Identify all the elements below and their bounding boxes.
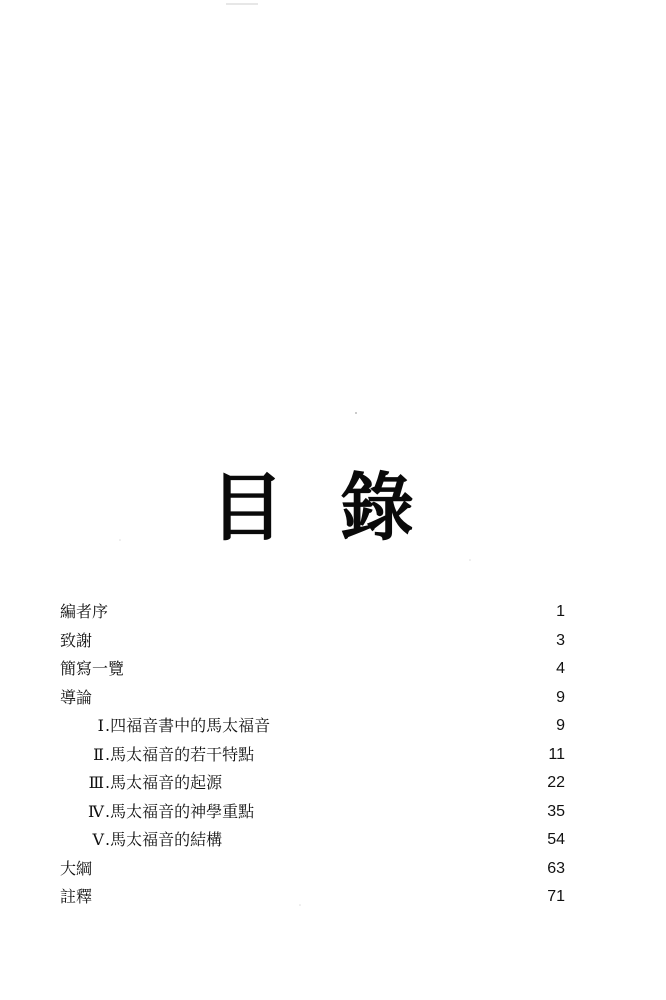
toc-subentry-label	[82, 741, 254, 770]
roman-numeral: Ⅰ	[97, 716, 104, 735]
separator: .	[105, 830, 111, 849]
toc-entry-page: 4	[556, 660, 565, 677]
toc-subentry-4[interactable]	[60, 798, 570, 827]
toc-entry-page: 9	[556, 717, 565, 734]
toc-entry-page: 54	[547, 831, 565, 848]
toc-entry-page: 3	[556, 631, 565, 649]
toc-subentry-text: 馬太福音的起源	[110, 773, 223, 792]
separator: .	[105, 801, 111, 821]
toc-subentry-label	[82, 826, 222, 855]
toc-entry-label: 大綱	[60, 858, 93, 878]
toc-entry-page: 71	[547, 888, 565, 905]
toc-subentry-text: 四福音書中的馬太福音	[110, 716, 271, 735]
separator: .	[105, 744, 111, 764]
page-title	[0, 458, 666, 558]
toc-entry-page: 63	[547, 859, 565, 877]
toc-entry-commentary[interactable]	[60, 883, 570, 912]
toc-entry-abbreviations[interactable]	[60, 655, 570, 684]
separator: .	[105, 773, 111, 792]
toc-entry-page: 1	[556, 603, 565, 620]
toc-entry-editor-preface[interactable]	[60, 598, 570, 627]
separator: .	[105, 716, 111, 735]
toc-entry-acknowledgements[interactable]	[60, 627, 570, 656]
toc-subentry-3[interactable]	[60, 769, 570, 798]
roman-numeral: Ⅴ	[92, 830, 104, 849]
toc-subentry-text: 馬太福音的神學重點	[110, 801, 255, 821]
toc-entry-page: 11	[548, 745, 565, 763]
toc-subentry-label	[82, 712, 270, 741]
toc-entry-label: 導論	[60, 687, 93, 707]
title-char-1: 目	[210, 465, 284, 551]
toc-subentry-text: 馬太福音的若干特點	[110, 744, 255, 764]
toc-entry-label: 致謝	[60, 630, 93, 650]
toc-subentry-2[interactable]	[60, 741, 570, 770]
table-of-contents	[60, 598, 570, 912]
toc-entry-label: 簡寫一覽	[60, 659, 125, 678]
toc-entry-page: 22	[547, 774, 565, 791]
roman-numeral: Ⅱ	[93, 744, 104, 764]
toc-entry-page: 35	[547, 802, 565, 820]
title-char-2: 錄	[340, 465, 414, 551]
toc-subentry-5[interactable]	[60, 826, 570, 855]
toc-entry-label: 編者序	[60, 602, 109, 621]
toc-entry-outline[interactable]	[60, 855, 570, 884]
toc-entry-introduction[interactable]	[60, 684, 570, 713]
roman-numeral: Ⅲ	[88, 773, 104, 792]
toc-subentry-1[interactable]	[60, 712, 570, 741]
toc-entry-page: 9	[556, 688, 565, 706]
toc-subentry-label	[82, 798, 254, 827]
roman-numeral: Ⅳ	[88, 801, 104, 821]
toc-subentry-label	[82, 769, 222, 798]
toc-subentry-text: 馬太福音的結構	[110, 830, 223, 849]
toc-entry-label: 註釋	[60, 887, 93, 906]
